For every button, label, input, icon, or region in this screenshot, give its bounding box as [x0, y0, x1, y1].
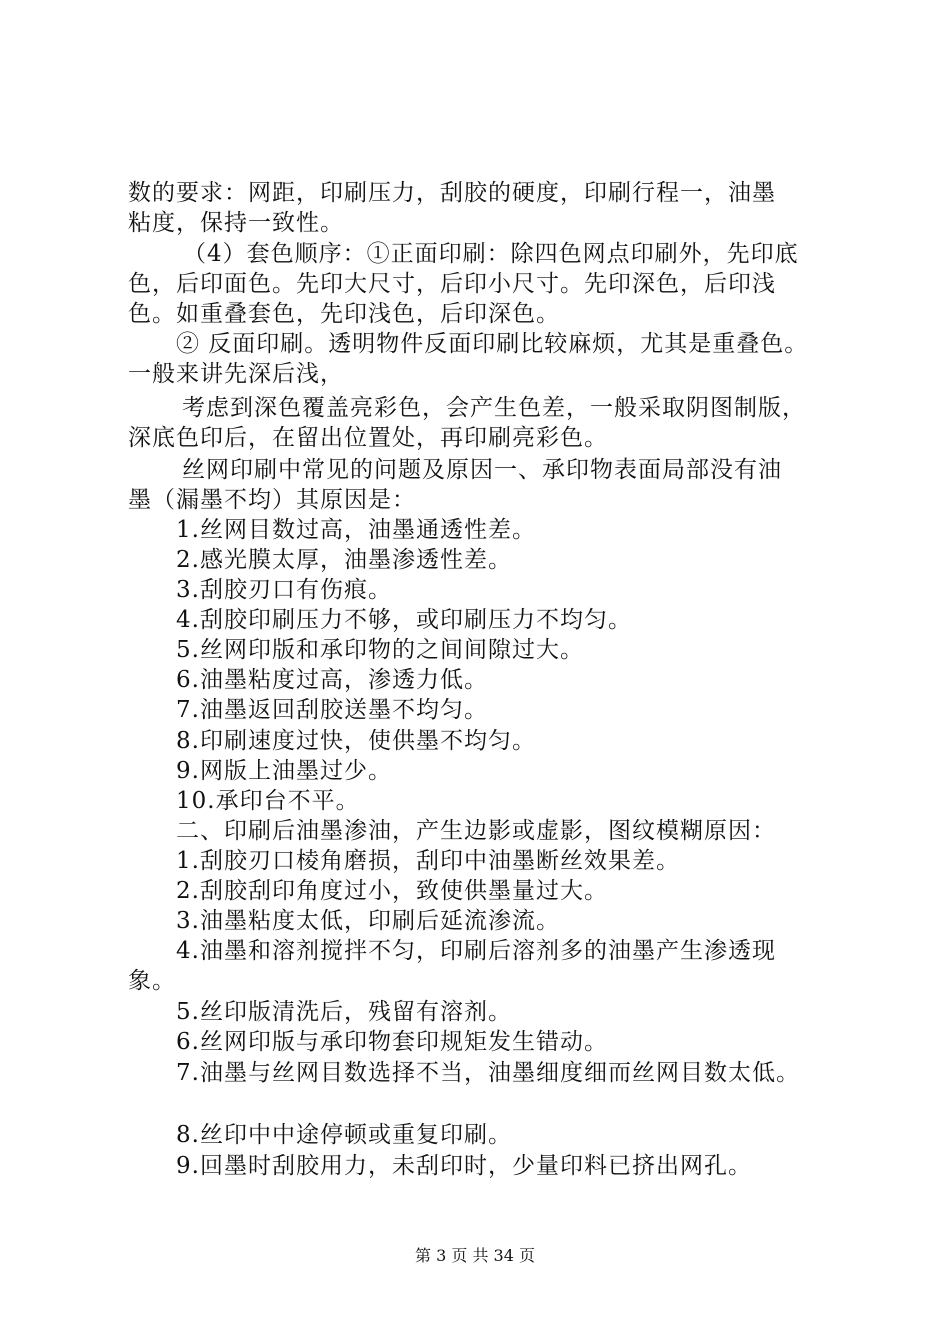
text-line: 1.丝网目数过高，油墨通透性差。 — [176, 517, 536, 543]
text-line: 考虑到深色覆盖亮彩色，会产生色差，一般采取阴图制版， — [182, 395, 806, 421]
text-line: 色，后印面色。先印大尺寸，后印小尺寸。先印深色，后印浅 — [128, 271, 776, 297]
text-line: 9.网版上油墨过少。 — [176, 758, 392, 784]
text-line: 1.刮胶刃口棱角磨损，刮印中油墨断丝效果差。 — [176, 848, 680, 874]
text-line: 一般来讲先深后浅， — [128, 361, 344, 387]
text-line: 7.油墨返回刮胶送墨不均匀。 — [176, 697, 488, 723]
text-line: 3.油墨粘度太低，印刷后延流渗流。 — [176, 908, 560, 934]
text-line: （4）套色顺序：①正面印刷：除四色网点印刷外，先印底 — [183, 241, 799, 267]
text-line: 丝网印刷中常见的问题及原因一、承印物表面局部没有油 — [182, 457, 782, 483]
text-line: 2.刮胶刮印角度过小，致使供墨量过大。 — [176, 878, 608, 904]
text-line: 4.油墨和溶剂搅拌不匀，印刷后溶剂多的油墨产生渗透现 — [176, 938, 776, 964]
text-line: 6.油墨粘度过高，渗透力低。 — [176, 667, 488, 693]
text-line: 二、印刷后油墨渗油，产生边影或虚影，图纹模糊原因： — [176, 818, 776, 844]
text-line: 4.刮胶印刷压力不够，或印刷压力不均匀。 — [176, 607, 632, 633]
text-line: 粘度，保持一致性。 — [128, 210, 344, 236]
text-line: 7.油墨与丝网目数选择不当，油墨细度细而丝网目数太低。 — [176, 1060, 800, 1086]
text-line: 10.承印台不平。 — [176, 788, 360, 814]
text-line: 2.感光膜太厚，油墨渗透性差。 — [176, 547, 512, 573]
text-line: 深底色印后，在留出位置处，再印刷亮彩色。 — [128, 425, 608, 451]
text-line: 3.刮胶刃口有伤痕。 — [176, 577, 392, 603]
text-line: 象。 — [128, 968, 176, 994]
text-line: 9.回墨时刮胶用力，未刮印时，少量印料已挤出网孔。 — [176, 1153, 752, 1179]
text-line: 8.丝印中中途停顿或重复印刷。 — [176, 1122, 512, 1148]
text-line: 墨（漏墨不均）其原因是： — [128, 487, 416, 513]
text-line: 6.丝网印版与承印物套印规矩发生错动。 — [176, 1029, 608, 1055]
text-line: 色。如重叠套色，先印浅色，后印深色。 — [128, 301, 560, 327]
text-line: 8.印刷速度过快，使供墨不均匀。 — [176, 728, 536, 754]
text-line: 5.丝印版清洗后，残留有溶剂。 — [176, 999, 512, 1025]
text-line: 5.丝网印版和承印物的之间间隙过大。 — [176, 637, 584, 663]
text-line: ② 反面印刷。透明物件反面印刷比较麻烦，尤其是重叠色。 — [176, 331, 809, 357]
text-line: 数的要求：网距，印刷压力，刮胶的硬度，印刷行程一，油墨 — [128, 180, 776, 206]
page-number-footer: 第 3 页 共 34 页 — [415, 1246, 535, 1265]
